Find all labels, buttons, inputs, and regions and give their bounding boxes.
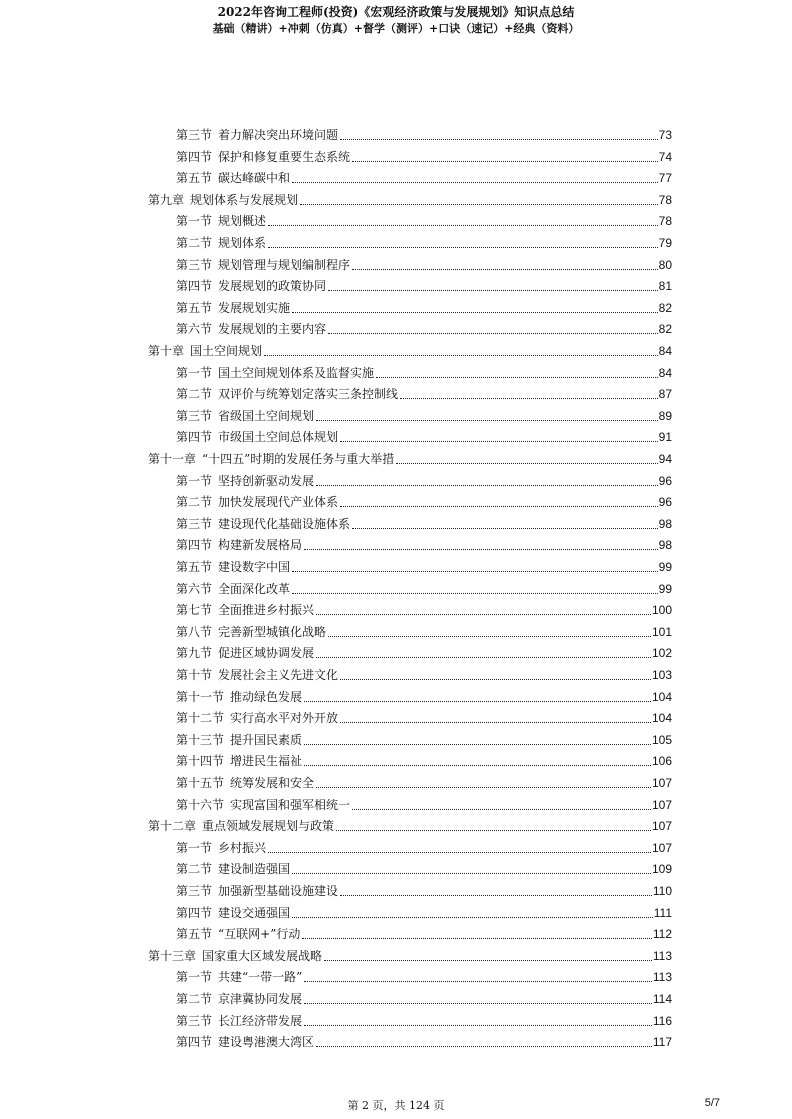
toc-section-entry[interactable] (176, 857, 672, 877)
toc-entry-page: 99 (658, 581, 672, 596)
toc-section-entry[interactable] (176, 209, 672, 229)
toc-entry-number: 第四节 (176, 905, 213, 920)
toc-entry-title: 建设数字中国 (218, 560, 291, 574)
toc-entry-page: 104 (651, 711, 672, 726)
dot-leader (336, 829, 651, 831)
toc-entry-number: 第四节 (176, 279, 213, 294)
toc-section-entry[interactable] (176, 901, 672, 921)
toc-entry-label (176, 474, 314, 489)
toc-entry-title: 国土空间规划体系及监督实施 (218, 365, 375, 380)
toc-entry-label (176, 970, 302, 985)
toc-entry-page: 100 (651, 603, 672, 618)
toc-entry-number: 第三节 (176, 1013, 213, 1028)
dot-leader (316, 613, 651, 615)
dot-leader (328, 332, 658, 334)
toc-section-entry[interactable] (176, 1030, 672, 1050)
toc-entry-number: 第十四节 (176, 754, 225, 769)
dot-leader (268, 851, 651, 853)
toc-section-entry[interactable] (176, 771, 672, 791)
sheet-counter: 5/7 (704, 1097, 720, 1109)
dot-leader (264, 354, 658, 356)
toc-entry-number: 第七节 (176, 603, 213, 618)
dot-leader (304, 1024, 652, 1026)
toc-entry-title: 统筹发展和安全 (230, 776, 315, 790)
toc-section-entry[interactable] (176, 361, 672, 381)
toc-entry-page: 117 (652, 1035, 672, 1050)
toc-entry-title: 推动绿色发展 (230, 689, 303, 704)
dot-leader (316, 484, 658, 486)
toc-entry-title: 建设交通强国 (218, 905, 291, 920)
dot-leader (316, 1045, 652, 1047)
toc-section-entry[interactable] (176, 123, 672, 143)
toc-entry-label (176, 668, 338, 683)
dot-leader (304, 764, 651, 766)
toc-entry-label (176, 560, 290, 575)
toc-entry-label (176, 128, 338, 143)
dot-leader (292, 311, 658, 313)
toc-entry-label (176, 409, 314, 424)
toc-entry-page: 116 (652, 1013, 672, 1028)
toc-entry-page: 107 (651, 797, 672, 812)
dot-leader (340, 440, 658, 442)
toc-entry-number: 第四节 (176, 430, 213, 445)
dot-leader (300, 203, 658, 205)
toc-section-entry[interactable] (176, 317, 672, 337)
toc-section-entry[interactable] (176, 879, 672, 899)
toc-entry-page: 107 (651, 840, 672, 855)
toc-entry-page: 80 (658, 257, 672, 272)
dot-leader (292, 916, 653, 918)
toc-entry-number: 第四节 (176, 538, 213, 553)
toc-entry-label (176, 322, 326, 337)
toc-entry-title: 加快发展现代产业体系 (218, 495, 339, 510)
toc-entry-title: 完善新型城镇化战略 (218, 624, 327, 639)
toc-entry-number: 第六节 (176, 322, 213, 337)
toc-entry-page: 82 (658, 322, 672, 337)
toc-entry-label (176, 603, 314, 618)
dot-leader (292, 570, 658, 572)
toc-section-entry[interactable] (176, 836, 672, 856)
toc-entry-number: 第十五节 (176, 776, 225, 790)
toc-entry-page: 107 (651, 819, 672, 834)
toc-entry-number: 第二节 (176, 862, 213, 877)
dot-leader (304, 743, 651, 745)
toc-entry-label (148, 819, 334, 834)
toc-section-entry[interactable] (176, 663, 672, 683)
toc-entry-number: 第三节 (176, 128, 213, 142)
toc-entry-number: 第十节 (176, 668, 213, 682)
toc-entry-label (176, 279, 326, 294)
toc-entry-page: 77 (658, 171, 672, 186)
toc-entry-label (176, 711, 338, 726)
toc-entry-number: 第一节 (176, 840, 213, 855)
toc-section-entry[interactable] (176, 533, 672, 553)
dot-leader (302, 937, 652, 939)
toc-section-entry[interactable] (176, 166, 672, 186)
toc-section-entry[interactable] (176, 965, 672, 985)
toc-entry-label (148, 193, 298, 208)
toc-entry-number: 第十二节 (176, 711, 225, 726)
toc-entry-label (176, 733, 302, 748)
toc-entry-number: 第三节 (176, 516, 213, 531)
toc-entry-page: 104 (651, 689, 672, 704)
toc-entry-number: 第二节 (176, 236, 213, 250)
toc-entry-title: 建设制造强国 (218, 862, 291, 877)
dot-leader (340, 894, 652, 896)
dot-leader (352, 160, 658, 162)
toc-entry-title: “十四五”时期的发展任务与重大举措 (202, 452, 395, 466)
toc-entry-title: 发展规划的政策协同 (218, 279, 327, 294)
toc-entry-page: 106 (651, 754, 672, 769)
toc-entry-number: 第八节 (176, 624, 213, 639)
dot-leader (340, 721, 651, 723)
toc-entry-title: 双评价与统筹划定落实三条控制线 (218, 387, 399, 402)
toc-entry-page: 96 (658, 473, 672, 488)
toc-section-entry[interactable] (176, 253, 672, 273)
dot-leader (324, 959, 652, 961)
toc-entry-title: 坚持创新驱动发展 (218, 473, 315, 488)
toc-entry-label (176, 862, 290, 877)
toc-entry-label (176, 927, 300, 942)
toc-entry-label (176, 1035, 314, 1050)
toc-section-entry[interactable] (176, 512, 672, 532)
toc-entry-label (176, 582, 290, 597)
toc-entry-title: 共建“一带一路” (218, 970, 303, 985)
toc-section-entry[interactable] (176, 641, 672, 661)
toc-entry-title: 规划体系 (218, 236, 267, 250)
toc-entry-title: 规划体系与发展规划 (190, 192, 299, 207)
document-title: 2022年咨询工程师(投资)《宏观经济政策与发展规划》知识点总结 (217, 5, 575, 19)
toc-entry-page: 74 (658, 149, 672, 164)
dot-leader (292, 872, 651, 874)
toc-entry-number: 第十一节 (176, 689, 225, 704)
toc-section-entry[interactable] (176, 490, 672, 510)
toc-entry-title: 全面推进乡村振兴 (218, 603, 315, 618)
toc-entry-number: 第二节 (176, 387, 213, 402)
toc-entry-page: 94 (658, 452, 672, 466)
toc-entry-label (176, 646, 314, 661)
toc-entry-number: 第三节 (176, 257, 213, 272)
dot-leader (340, 138, 658, 140)
toc-chapter-entry[interactable] (148, 447, 672, 467)
toc-section-entry[interactable] (176, 706, 672, 726)
dot-leader (292, 592, 658, 594)
dot-leader (376, 376, 658, 378)
toc-entry-page: 112 (652, 927, 672, 942)
toc-entry-page: 91 (658, 430, 672, 445)
dot-leader (316, 786, 651, 788)
toc-entry-page: 102 (651, 646, 672, 661)
toc-entry-page: 114 (652, 992, 672, 1006)
toc-entry-label (148, 949, 322, 964)
toc-entry-title: 国土空间规划 (190, 344, 263, 358)
toc-entry-number: 第二节 (176, 992, 213, 1006)
toc-section-entry[interactable] (176, 987, 672, 1007)
toc-entry-page: 103 (651, 668, 672, 682)
toc-entry-number: 第三节 (176, 884, 213, 898)
toc-entry-label (176, 150, 350, 165)
toc-section-entry[interactable] (176, 469, 672, 489)
toc-entry-number: 第十六节 (176, 797, 225, 812)
toc-entry-title: 重点领域发展规划与政策 (202, 819, 335, 834)
toc-entry-label (176, 1014, 302, 1029)
toc-entry-title: 国家重大区域发展战略 (202, 948, 323, 963)
toc-entry-page: 99 (658, 560, 672, 574)
toc-entry-title: 着力解决突出环境问题 (218, 128, 339, 142)
toc-chapter-entry[interactable] (148, 814, 672, 834)
toc-entry-number: 第四节 (176, 1035, 213, 1050)
toc-section-entry[interactable] (176, 577, 672, 597)
page-header (0, 4, 792, 37)
toc-entry-title: 规划概述 (218, 214, 267, 229)
toc-entry-label (176, 236, 266, 251)
toc-entry-number: 第一节 (176, 970, 213, 985)
toc-entry-title: 省级国土空间规划 (218, 408, 315, 423)
toc-section-entry[interactable] (176, 749, 672, 769)
dot-leader (268, 224, 658, 226)
toc-entry-label (176, 430, 338, 445)
toc-entry-page: 107 (651, 776, 672, 790)
toc-entry-title: 实行高水平对外开放 (230, 711, 339, 726)
toc-entry-number: 第十三章 (148, 948, 197, 963)
toc-entry-title: 实现富国和强军相统一 (230, 797, 351, 812)
dot-leader (328, 635, 651, 637)
toc-entry-label (176, 884, 338, 899)
toc-entry-page: 101 (651, 624, 672, 639)
toc-entry-number: 第五节 (176, 560, 213, 574)
toc-entry-title: 发展规划实施 (218, 300, 291, 315)
toc-entry-title: 提升国民素质 (230, 732, 303, 747)
dot-leader (304, 700, 651, 702)
toc-entry-number: 第十二章 (148, 819, 197, 834)
toc-entry-title: 建设粤港澳大湾区 (218, 1035, 315, 1050)
toc-entry-label (148, 452, 394, 467)
toc-entry-number: 第一节 (176, 473, 213, 488)
toc-entry-label (176, 906, 290, 921)
toc-entry-label (176, 171, 290, 186)
toc-chapter-entry[interactable] (148, 944, 672, 964)
toc-entry-number: 第九章 (148, 192, 185, 207)
toc-entry-page: 89 (658, 408, 672, 423)
toc-entry-page: 73 (658, 128, 672, 142)
toc-entry-number: 第十三节 (176, 732, 225, 747)
dot-leader (304, 980, 652, 982)
toc-entry-page: 98 (658, 538, 672, 553)
dot-leader (316, 656, 651, 658)
toc-section-entry[interactable] (176, 922, 672, 942)
toc-entry-page: 109 (651, 862, 672, 877)
toc-section-entry[interactable] (176, 404, 672, 424)
toc-entry-number: 第五节 (176, 927, 213, 942)
toc-entry-title: 发展规划的主要内容 (218, 322, 327, 337)
toc-entry-label (176, 538, 302, 553)
toc-entry-page: 82 (658, 300, 672, 315)
toc-entry-page: 96 (658, 495, 672, 510)
toc-section-entry[interactable] (176, 620, 672, 640)
toc-entry-page: 84 (658, 365, 672, 380)
toc-entry-title: 京津冀协同发展 (218, 992, 303, 1006)
toc-entry-label (176, 754, 302, 769)
dot-leader (352, 808, 651, 810)
toc-entry-label (176, 301, 290, 316)
dot-leader (340, 505, 658, 507)
toc-entry-number: 第四节 (176, 149, 213, 164)
toc-entry-page: 105 (651, 732, 672, 747)
toc-entry-title: 规划管理与规划编制程序 (218, 257, 351, 272)
toc-entry-page: 98 (658, 516, 672, 531)
dot-leader (316, 419, 658, 421)
page-number: 第 2 页，共 124 页 (347, 1099, 445, 1112)
toc-entry-number: 第六节 (176, 581, 213, 596)
toc-section-entry[interactable] (176, 1009, 672, 1029)
toc-entry-label (176, 992, 302, 1007)
toc-entry-title: “互联网+”行动 (218, 927, 301, 942)
toc-entry-page: 78 (658, 192, 672, 207)
toc-entry-title: 乡村振兴 (218, 840, 267, 855)
toc-entry-page: 78 (658, 214, 672, 229)
toc-entry-title: 保护和修复重要生态系统 (218, 149, 351, 164)
dot-leader (328, 289, 658, 291)
dot-leader (292, 181, 658, 183)
toc-entry-page: 113 (652, 970, 672, 985)
toc-section-entry[interactable] (176, 685, 672, 705)
toc-entry-label (176, 214, 266, 229)
toc-section-entry[interactable] (176, 728, 672, 748)
toc-section-entry[interactable] (176, 145, 672, 165)
toc-entry-label (148, 344, 262, 359)
toc-section-entry[interactable] (176, 382, 672, 402)
toc-entry-title: 促进区域协调发展 (218, 646, 315, 661)
toc-entry-page: 87 (658, 387, 672, 402)
toc-entry-number: 第五节 (176, 171, 213, 186)
toc-chapter-entry[interactable] (148, 339, 672, 359)
toc-entry-label (176, 495, 338, 510)
toc-entry-page: 113 (652, 948, 672, 963)
toc-entry-title: 建设现代化基础设施体系 (218, 516, 351, 531)
toc-entry-number: 第一节 (176, 365, 213, 380)
toc-entry-number: 第三节 (176, 408, 213, 423)
toc-section-entry[interactable] (176, 296, 672, 316)
toc-entry-label (176, 366, 374, 381)
document-subtitle: 基础（精讲）+冲刺（仿真）+督学（测评）+口诀（速记）+经典（资料） (212, 22, 580, 35)
toc-entry-number: 第十一章 (148, 452, 197, 466)
toc-entry-page: 110 (652, 884, 672, 898)
toc-entry-title: 市级国土空间总体规划 (218, 430, 339, 445)
toc-entry-title: 加强新型基础设施建设 (218, 884, 339, 898)
toc-chapter-entry[interactable] (148, 188, 672, 208)
toc-section-entry[interactable] (176, 555, 672, 575)
toc-entry-label (176, 798, 350, 813)
toc-section-entry[interactable] (176, 425, 672, 445)
dot-leader (352, 527, 658, 529)
toc-entry-label (176, 776, 314, 791)
toc-entry-label (176, 625, 326, 640)
toc-entry-page: 84 (658, 344, 672, 358)
toc-entry-page: 79 (658, 236, 672, 250)
toc-section-entry[interactable] (176, 274, 672, 294)
toc-entry-number: 第一节 (176, 214, 213, 229)
dot-leader (304, 548, 658, 550)
toc-entry-label (176, 690, 302, 705)
dot-leader (400, 397, 658, 399)
toc-entry-label (176, 517, 350, 532)
toc-entry-number: 第九节 (176, 646, 213, 661)
toc-entry-label (176, 387, 398, 402)
dot-leader (340, 678, 651, 680)
toc-section-entry[interactable] (176, 598, 672, 618)
toc-entry-title: 长江经济带发展 (218, 1013, 303, 1028)
toc-entry-title: 增进民生福祉 (230, 754, 303, 769)
dot-leader (352, 268, 658, 270)
toc-entry-page: 81 (658, 279, 672, 294)
toc-entry-label (176, 258, 350, 273)
toc-entry-number: 第二节 (176, 495, 213, 510)
dot-leader (396, 462, 657, 464)
toc-entry-title: 全面深化改革 (218, 581, 291, 596)
toc-entry-number: 第十章 (148, 344, 185, 358)
toc-entry-title: 发展社会主义先进文化 (218, 668, 339, 682)
dot-leader (268, 246, 658, 248)
toc-entry-number: 第五节 (176, 300, 213, 315)
toc-entry-label (176, 841, 266, 856)
dot-leader (304, 1002, 652, 1004)
toc-entry-page: 111 (653, 905, 672, 920)
toc-section-entry[interactable] (176, 793, 672, 813)
toc-entry-title: 碳达峰碳中和 (218, 171, 291, 186)
toc-entry-title: 构建新发展格局 (218, 538, 303, 553)
toc-section-entry[interactable] (176, 231, 672, 251)
